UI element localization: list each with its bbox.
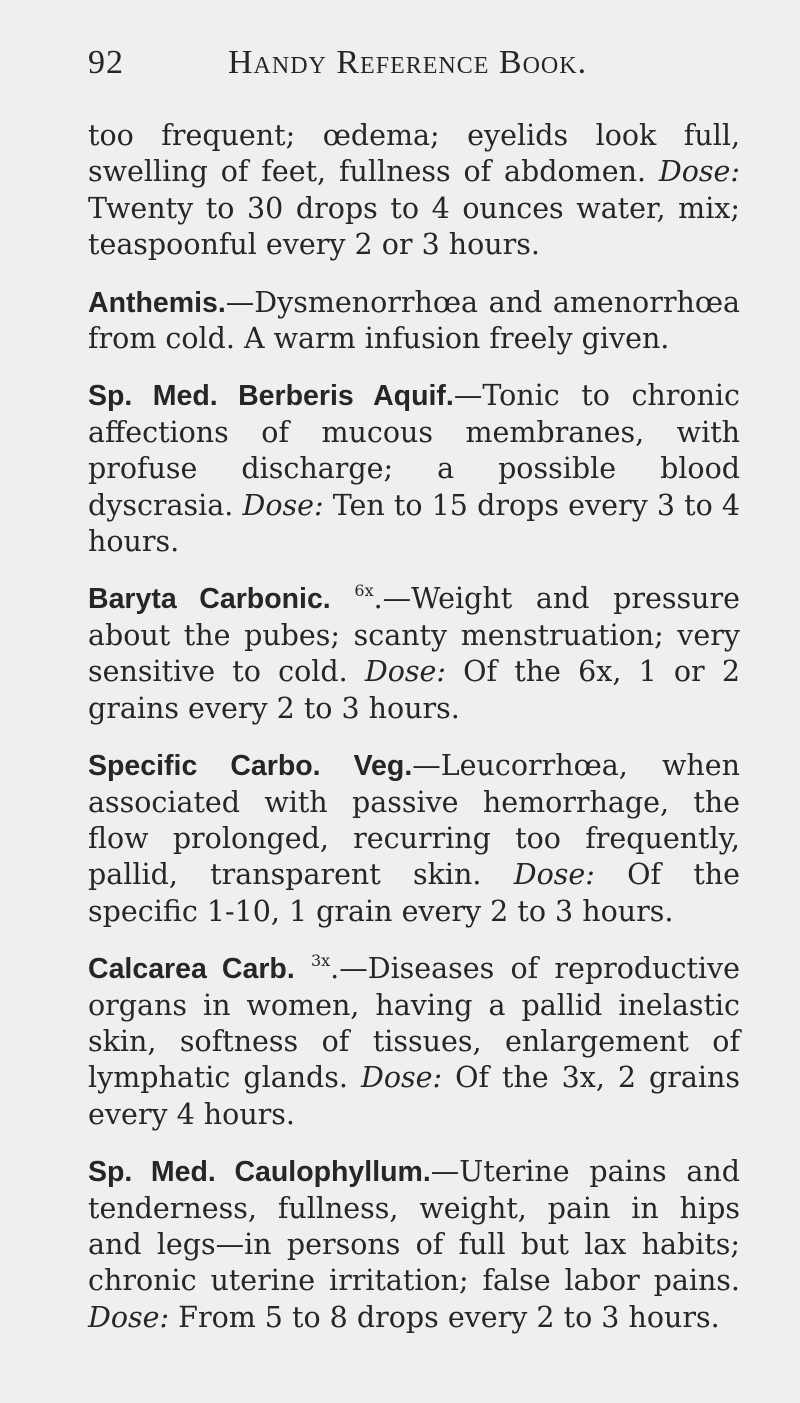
paragraph-text: too frequent; œdema; eyelids look full, swelling of feet, fullness of abdomen. <box>88 119 740 189</box>
paragraph-text: .—Diseases of reproductive organs in women, having a pallid inelastic skin, softness of tissues, enlargement of lymphatic glands. <box>88 952 740 1095</box>
headword: Specific Carbo. Veg. <box>88 750 413 783</box>
paragraph-continuation <box>88 118 740 264</box>
paragraph-text: —Uterine pains and tenderness, fullness, weight, pain in hips and legs—in persons of full but lax habits; chronic uterine irritation; false labor pains. <box>88 1155 740 1298</box>
headword: Anthemis. <box>88 286 226 319</box>
page-body <box>88 118 740 1357</box>
headword: Baryta Carbonic. <box>88 583 331 616</box>
potency-superscript: 6x <box>354 581 374 601</box>
dose-label: Dose: <box>242 488 324 522</box>
entry-carbo-veg <box>88 748 740 930</box>
headword-space <box>331 582 355 615</box>
paragraph-text: —Leucorrhœa, when associated with passive hemorrhage, the flow prolonged, recurring too frequently, pallid, transparent skin. <box>88 749 740 892</box>
entry-baryta <box>88 581 740 727</box>
headword-space <box>295 952 311 985</box>
dose-label: Dose: <box>360 1061 443 1095</box>
potency-superscript: 3x <box>310 951 331 971</box>
dose-label: Dose: <box>513 858 595 892</box>
entry-berberis <box>88 378 740 560</box>
dose-text: Of the 6x, 1 or 2 grains every 2 to 3 hours. <box>88 655 740 725</box>
entry-caulophyllum <box>88 1154 740 1336</box>
dose-text: Ten to 15 drops every 3 to 4 hours. <box>88 488 741 559</box>
headword: Calcarea Carb. <box>88 953 295 986</box>
dose-label: Dose: <box>88 1300 170 1334</box>
paragraph-text: .—Weight and pressure about the pubes; scanty menstruation; very sensitive to cold. <box>88 582 740 689</box>
entry-calcarea <box>88 951 740 1133</box>
dose-text: Of the specific 1-10, 1 grain every 2 to 3 hours. <box>88 858 740 928</box>
running-title: Handy Reference Book. <box>228 44 588 81</box>
dose-text: From 5 to 8 drops every 2 to 3 hours. <box>169 1300 720 1334</box>
dose-text: Twenty to 30 drops to 4 ounces water, mix; teaspoonful every 2 or 3 hours. <box>88 191 740 262</box>
headword: Sp. Med. Berberis Aquif. <box>88 380 454 413</box>
entry-anthemis <box>88 285 740 358</box>
dose-label: Dose: <box>658 155 740 189</box>
headword: Sp. Med. Caulophyllum. <box>88 1156 431 1189</box>
paragraph-text: —Tonic to chronic affections of mucous membranes, with profuse discharge; a possible blood dyscrasia. <box>88 379 740 522</box>
running-header <box>88 44 640 94</box>
page-number: 92 <box>88 44 124 81</box>
paragraph-text: —Dysmenorrhœa and amenorrhœa from cold. A warm infusion freely given. <box>88 285 740 356</box>
dose-text: Of the 3x, 2 grains every 4 hours. <box>88 1061 740 1131</box>
dose-label: Dose: <box>364 655 446 689</box>
